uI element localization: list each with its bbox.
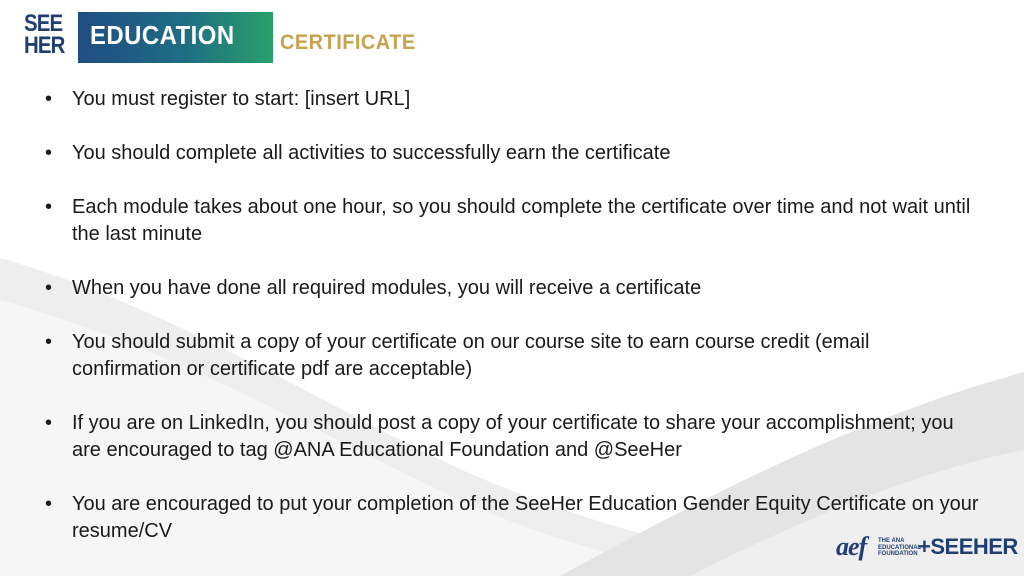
bullet-item [42, 410, 982, 464]
bullet-text: If you are on LinkedIn, you should post a copy of your certificate to share your accomplishment; you are encouraged to tag @ANA Educational Foundation and @SeeHer [72, 412, 954, 461]
plus-seeher-logo: +SEEHER [918, 534, 1018, 559]
bullet-text: You are encouraged to put your completion of the SeeHer Education Gender Equity Certificate on your resume/CV [72, 493, 979, 542]
bullet-dot: • [45, 196, 53, 218]
footer-logos [836, 532, 1016, 566]
bullet-text: You must register to start: [insert URL] [72, 88, 411, 110]
bullet-dot: • [45, 142, 53, 164]
bullet-text: You should submit a copy of your certificate on our course site to earn course credit (email confirmation or certificate pdf are acceptable) [72, 331, 870, 380]
seeher-logo-line2: HER [24, 32, 65, 59]
seeher-logo [24, 10, 65, 59]
bullet-dot: • [45, 331, 53, 353]
bullet-dot: • [45, 412, 53, 434]
education-label: EDUCATION [90, 20, 235, 50]
bullet-item [42, 86, 982, 113]
bullet-item [42, 329, 982, 383]
bullet-dot: • [45, 493, 53, 515]
bullet-dot: • [45, 88, 53, 110]
seeher-logo-line1: SEE [24, 10, 63, 37]
bullet-list [42, 86, 982, 545]
bullet-text: You should complete all activities to successfully earn the certificate [72, 142, 671, 164]
bullet-text: When you have done all required modules, you will receive a certificate [72, 277, 702, 299]
bullet-item [42, 140, 982, 167]
bullet-item [42, 194, 982, 248]
certificate-label: CERTIFICATE [280, 31, 416, 54]
aef-foundation-text: THE ANA EDUCATIONAL FOUNDATION [878, 538, 922, 557]
bullet-text: Each module takes about one hour, so you should complete the certificate over time and not wait until the last minute [72, 196, 971, 245]
bullet-dot: • [45, 277, 53, 299]
bullet-item [42, 275, 982, 302]
aef-logo: aef [836, 532, 867, 561]
